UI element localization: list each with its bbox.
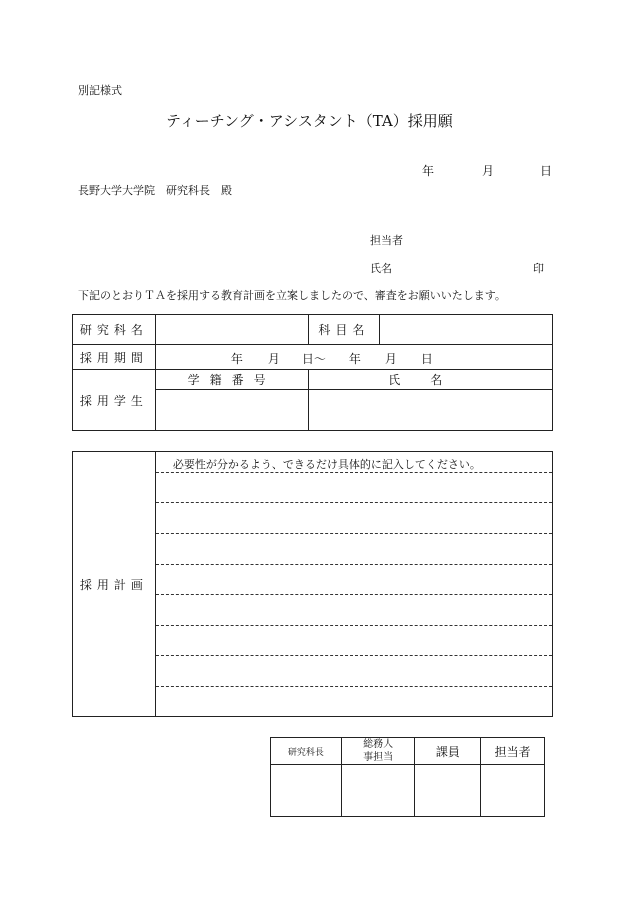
subject-field[interactable] (380, 315, 553, 345)
ruled-line (156, 564, 552, 565)
period-year: 年 (230, 352, 243, 366)
seal-label: 印 (533, 262, 544, 275)
date-year-label: 年 (422, 164, 435, 178)
approval-table (270, 737, 545, 817)
general-affairs-line1: 総務人 (363, 739, 394, 750)
general-affairs-line2: 事担当 (363, 752, 394, 763)
intro-text: 下記のとおりＴＡを採用する教育計画を立案しましたので、審査をお願いいたします。 (78, 289, 506, 302)
period-day2: 日 (420, 352, 433, 366)
general-affairs-stamp-box[interactable] (341, 765, 415, 817)
period-month2: 月 (384, 352, 397, 366)
ruled-line (156, 625, 552, 626)
page-title: ティーチング・アシスタント（TA）採用願 (166, 112, 453, 130)
student-name-label: 氏名 (308, 370, 553, 390)
period-field[interactable] (155, 345, 552, 370)
department-label: 研究科名 (73, 315, 156, 345)
person-stamp-box[interactable] (481, 765, 545, 817)
department-field[interactable] (155, 315, 308, 345)
ruled-line (156, 686, 552, 687)
name-label: 氏名 (370, 262, 392, 275)
ruled-line (156, 594, 552, 595)
approval-general-affairs-header (341, 738, 415, 765)
basic-info-table (72, 314, 553, 431)
form-number: 別記様式 (78, 84, 122, 97)
addressee: 長野大学大学院 研究科長 殿 (78, 184, 232, 197)
student-id-field[interactable] (155, 390, 308, 431)
person-in-charge-label: 担当者 (370, 234, 403, 247)
subject-label: 科目名 (308, 315, 380, 345)
plan-field[interactable] (155, 452, 552, 717)
student-name-field[interactable] (308, 390, 553, 431)
plan-table (72, 451, 553, 717)
date-day-label: 日 (540, 164, 553, 178)
ruled-line (156, 655, 552, 656)
date-month-label: 月 (482, 164, 495, 178)
student-label: 採用学生 (73, 370, 156, 431)
period-day-tilde: 日〜 (301, 352, 326, 366)
ruled-line (156, 533, 552, 534)
dean-stamp-box[interactable] (271, 765, 342, 817)
section-stamp-box[interactable] (415, 765, 481, 817)
student-id-label: 学籍番号 (155, 370, 308, 390)
approval-section-header: 課員 (415, 738, 481, 765)
plan-instruction: 必要性が分かるよう、できるだけ具体的に記入してください。 (172, 458, 481, 471)
plan-label: 採用計画 (73, 452, 156, 717)
period-year2: 年 (348, 352, 361, 366)
period-label: 採用期間 (73, 345, 156, 370)
ruled-line (156, 472, 552, 473)
approval-dean-header: 研究科長 (271, 738, 342, 765)
approval-person-header: 担当者 (481, 738, 545, 765)
period-month: 月 (267, 352, 280, 366)
ruled-line (156, 502, 552, 503)
